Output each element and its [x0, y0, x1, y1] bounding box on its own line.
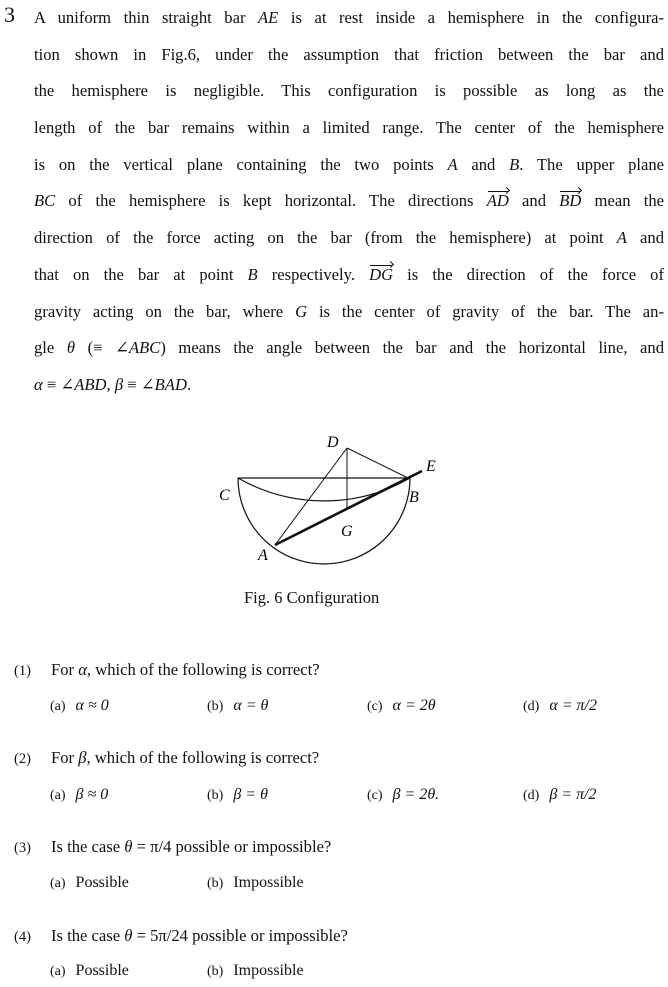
option-text: Possible: [75, 874, 129, 891]
statement-text: ≡ ∠: [123, 374, 155, 394]
label-a: A: [258, 547, 268, 564]
math-symbol: BC: [34, 191, 56, 211]
math-symbol: B: [509, 154, 520, 174]
problem-statement: [34, 0, 664, 404]
stem-variable: θ: [124, 926, 133, 945]
statement-text: is the direction of the force of: [393, 264, 664, 284]
answer-option[interactable]: [50, 874, 129, 892]
figure-caption: Fig. 6 Configuration: [244, 588, 380, 607]
option-text: α = π/2: [549, 697, 597, 714]
answer-option[interactable]: [207, 786, 268, 804]
statement-text: ,: [106, 374, 115, 394]
statement-text: .: [186, 374, 192, 394]
option-text: β = θ: [233, 786, 268, 803]
stem-text: = 5π/24 possible or impossible?: [132, 926, 348, 945]
answer-option[interactable]: [207, 874, 304, 892]
stem-variable: β: [78, 748, 87, 767]
label-b: B: [409, 489, 419, 506]
option-label: (b): [207, 699, 224, 714]
question-stem: [51, 748, 319, 768]
statement-line: [34, 294, 664, 331]
stem-text: For: [51, 660, 79, 679]
statement-text: ≡ ∠: [42, 374, 75, 394]
option-label: (d): [523, 699, 540, 714]
statement-text: is on the vertical plane containing the two points: [34, 154, 448, 174]
option-label: (c): [367, 788, 383, 803]
option-label: (b): [207, 788, 224, 803]
option-text: β ≈ 0: [75, 786, 109, 803]
statement-text: the hemisphere is negligible. This configuration is possible as long as the: [34, 81, 664, 101]
option-label: (c): [367, 699, 383, 714]
option-label: (a): [50, 699, 66, 714]
math-symbol: G: [295, 301, 308, 321]
answer-option[interactable]: [50, 697, 109, 715]
statement-text: A uniform thin straight bar: [34, 8, 259, 27]
question-number: (4): [14, 929, 31, 945]
option-text: β = 2θ.: [392, 786, 440, 803]
option-text: Impossible: [233, 874, 304, 891]
question-number: (1): [14, 663, 31, 679]
statement-text: gravity acting on the bar, where: [34, 301, 296, 321]
question-stem: [51, 837, 331, 857]
option-label: (a): [50, 876, 66, 891]
answer-option[interactable]: [367, 786, 439, 804]
option-text: Impossible: [233, 962, 304, 979]
answer-option[interactable]: [50, 962, 129, 980]
vector-symbol: BD: [559, 183, 581, 220]
option-text: α = θ: [233, 697, 269, 714]
statement-text: length of the bar remains within a limited range. The center of the hemisphere: [34, 118, 664, 138]
stem-text: Is the case: [51, 926, 125, 945]
statement-text: gle: [34, 338, 67, 358]
math-symbol: ABD: [74, 374, 107, 394]
statement-line: [34, 367, 664, 404]
option-label: (a): [50, 964, 66, 979]
line-bd: [347, 448, 408, 478]
vector-symbol: AD: [487, 183, 509, 220]
statement-text: that on the bar at point: [34, 264, 248, 284]
math-symbol: B: [247, 264, 258, 284]
stem-text: For: [51, 748, 79, 767]
statement-text: respectively.: [257, 264, 370, 284]
statement-text: (≡ ∠: [75, 338, 129, 358]
question-number: (3): [14, 840, 31, 856]
math-symbol: A: [616, 228, 627, 248]
statement-line: [34, 147, 664, 184]
math-symbol: A: [447, 154, 458, 174]
label-e: E: [426, 458, 436, 475]
answer-option[interactable]: [50, 786, 108, 804]
statement-text: is at rest inside a hemisphere in the configura-: [278, 8, 664, 27]
math-symbol: θ: [66, 338, 76, 358]
statement-text: mean the: [581, 191, 664, 211]
math-symbol: AE: [258, 8, 279, 27]
statement-text: is the center of gravity of the bar. The an-: [307, 301, 664, 321]
statement-text: and: [508, 191, 560, 211]
stem-variable: α: [78, 660, 87, 679]
vector-symbol: DG: [369, 257, 393, 294]
label-g: G: [341, 523, 353, 540]
option-text: α ≈ 0: [75, 697, 109, 714]
statement-line: [34, 183, 664, 220]
statement-line: [34, 220, 664, 257]
answer-option[interactable]: [207, 697, 268, 715]
question-stem: [51, 660, 320, 680]
option-text: β = π/2: [549, 786, 597, 803]
statement-line: [34, 330, 664, 367]
statement-text: and: [457, 154, 510, 174]
answer-option[interactable]: [367, 697, 436, 715]
label-c: C: [219, 487, 230, 504]
statement-text: of the hemisphere is kept horizontal. The directions: [55, 191, 487, 211]
label-d: D: [327, 434, 339, 451]
option-label: (b): [207, 876, 224, 891]
math-symbol: BAD: [154, 374, 187, 394]
statement-line: [34, 257, 664, 294]
question-number: (2): [14, 751, 31, 767]
stem-text: Is the case: [51, 837, 125, 856]
statement-text: tion shown in Fig.6, under the assumption that friction between the bar and: [34, 44, 664, 64]
stem-text: = π/4 possible or impossible?: [132, 837, 332, 856]
statement-text: and: [626, 228, 664, 248]
math-symbol: α: [34, 374, 43, 394]
option-label: (d): [523, 788, 540, 803]
question-stem: [51, 926, 348, 946]
answer-option[interactable]: [207, 962, 304, 980]
stem-variable: θ: [124, 837, 133, 856]
answer-option[interactable]: [523, 697, 597, 715]
configuration-figure: [200, 425, 460, 575]
option-text: Possible: [75, 962, 129, 979]
statement-line: [34, 37, 664, 74]
statement-line: [34, 110, 664, 147]
stem-text: , which of the following is correct?: [86, 748, 320, 767]
problem-number: 3: [4, 2, 15, 27]
answer-option[interactable]: [523, 786, 597, 804]
math-symbol: ABC: [128, 338, 161, 358]
statement-line: [34, 73, 664, 110]
math-symbol: β: [114, 374, 124, 394]
option-label: (a): [50, 788, 66, 803]
statement-text: . The upper plane: [519, 154, 664, 174]
statement-text: direction of the force acting on the bar (from the hemisphere) at point: [34, 228, 617, 248]
stem-text: , which of the following is correct?: [86, 660, 320, 679]
statement-line: [34, 0, 664, 37]
statement-text: ) means the angle between the bar and the horizontal line, and: [160, 338, 665, 358]
option-label: (b): [207, 964, 224, 979]
option-text: α = 2θ: [392, 697, 436, 714]
